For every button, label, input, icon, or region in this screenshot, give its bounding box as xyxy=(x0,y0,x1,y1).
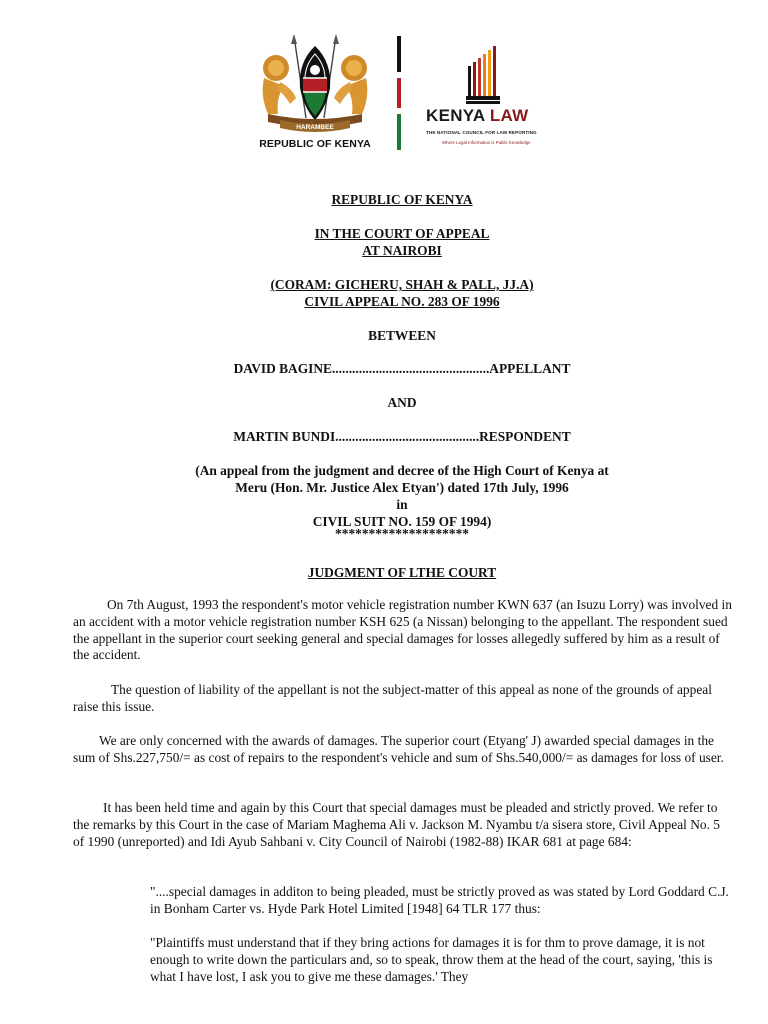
judgment-title: JUDGMENT OF LTHE COURT xyxy=(307,565,497,580)
heading-between: BETWEEN xyxy=(368,328,436,343)
flag-divider xyxy=(397,36,401,150)
paragraph-3: We are only concerned with the awards of damages. The superior court (Etyang' J) awarded special damages in the sum of Shs.227,750/= as cost of repairs to the respondent's vehicle and sum of Shs.540,000/= as damages for loss of user. xyxy=(73,733,724,765)
heading-court-line1: IN THE COURT OF APPEAL xyxy=(314,226,490,241)
heading-coram: (CORAM: GICHERU, SHAH & PALL, JJ.A) xyxy=(270,277,534,292)
coat-motto: HARAMBEE xyxy=(296,124,334,131)
paragraph-2: The question of liability of the appellant is not the subject-matter of this appeal as none of the grounds of appeal raise this issue. xyxy=(73,682,712,714)
paragraph-1: On 7th August, 1993 the respondent's motor vehicle registration number KWN 637 (an Isuzu Lorry) was involved in an accident with a motor vehicle registration number KSH 625 (a Nissan) belonging to the appellant. The respondent sued the appellant in the superior court seeking general and special damages for losses allegedly suffered by him as a result of the accident. xyxy=(73,597,732,663)
kenya-law-subtitle: THE NATIONAL COUNCIL FOR LAW REPORTING xyxy=(426,130,537,135)
kenya-law-logo xyxy=(426,46,551,156)
heading-and: AND xyxy=(387,395,417,410)
kenya-law-tagline: Where Legal Information is Public Knowledge xyxy=(442,140,531,145)
republic-label: REPUBLIC OF KENYA xyxy=(259,138,371,150)
heading-republic: REPUBLIC OF KENYA xyxy=(331,192,473,207)
appeal-from-line2: Meru (Hon. Mr. Justice Alex Etyan') dated 17th July, 1996 xyxy=(235,480,569,495)
quote-2: "Plaintiffs must understand that if they bring actions for damages it is for thm to prove damage, it is not enough to write down the particulars and, so to speak, throw them at the head of the court, saying, 'this is what I have lost, I ask you to give me these damages.' They xyxy=(150,935,713,984)
kenya-law-title-part2: LAW xyxy=(489,106,529,125)
heading-appeal-no: CIVIL APPEAL NO. 283 OF 1996 xyxy=(304,294,500,309)
party-respondent: MARTIN BUNDI...........................................RESPONDENT xyxy=(233,429,571,444)
kenya-law-columns-icon xyxy=(466,46,506,106)
republic-of-kenya-logo xyxy=(250,32,380,154)
civil-suit: CIVIL SUIT NO. 159 OF 1994) xyxy=(312,514,492,529)
kenya-coat-of-arms-icon xyxy=(250,32,380,136)
kenya-law-title xyxy=(426,106,529,126)
paragraph-4: It has been held time and again by this Court that special damages must be pleaded and strictly proved. We refer to the remarks by this Court in the case of Mariam Maghema Ali v. Jackson M. Nyambu t/a sisera store, Civil Appeal No. 5 of 1990 (unreported) and Idi Ayub Sahbani v. City Council of Nairobi (1982-88) IKAR 681 at page 684: xyxy=(73,800,720,849)
appeal-from-in: in xyxy=(396,497,408,512)
party-appellant: DAVID BAGINE...............................................APPELLANT xyxy=(233,361,571,376)
kenya-law-title-part1: KENYA xyxy=(426,106,485,125)
separator-stars: ******************** xyxy=(335,526,469,541)
quote-1: "....special damages in additon to being pleaded, must be strictly proved as was stated by Lord Goddard C.J. in Bonham Carter vs. Hyde Park Hotel Limited [1948] 64 TLR 177 thus: xyxy=(150,884,729,916)
heading-court-line2: AT NAIROBI xyxy=(362,243,442,258)
appeal-from-line1: (An appeal from the judgment and decree of the High Court of Kenya at xyxy=(195,463,609,478)
